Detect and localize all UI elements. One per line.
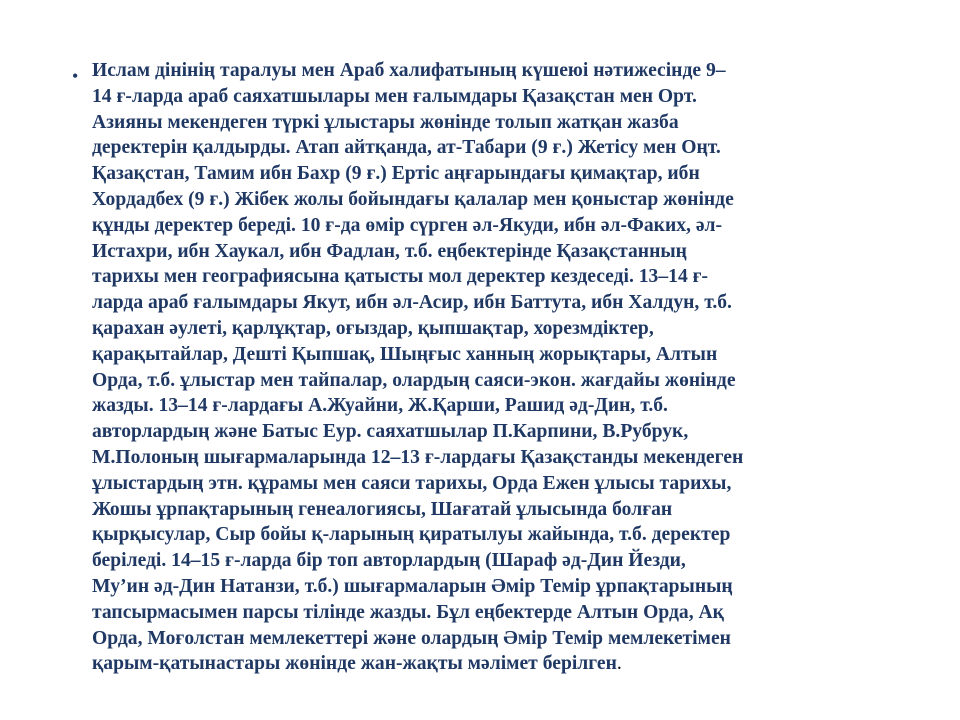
text-line: тапсырмасымен парсы тілінде жазды. Бұл еңбектерде Алтын Орда, Ақ (92, 601, 724, 623)
text-line: ларда араб ғалымдары Якут, ибн әл-Асир, ибн Баттута, ибн Халдун, т.б. (92, 292, 732, 314)
text-line: Му’ин әд-Дин Натанзи, т.б.) шығармаларын Әмір Темір ұрпақтарының (92, 575, 733, 597)
text-line: ұлыстардың этн. құрамы мен саяси тарихы, Орда Ежен ұлысы тарихы, (92, 472, 732, 494)
text-line: Азияны мекендеген түркі ұлыстары жөнінде толып жатқан жазба (92, 111, 679, 133)
text-line: қарахан әулеті, қарлұқтар, оғыздар, қыпшақтар, хорезмдіктер, (92, 317, 654, 339)
text-line: авторлардың және Батыс Еур. саяхатшылар П.Карпини, В.Рубрук, (92, 421, 689, 443)
text-line: құнды деректер береді. 10 ғ-да өмір сүрген әл-Якуди, ибн әл-Факих, әл- (92, 214, 723, 236)
text-line: Орда, Моғолстан мемлекеттері және олардың Әмір Темір мемлекетімен (92, 627, 731, 649)
text-line: деректерін қалдырды. Атап айтқанда, ат-Табари (9 ғ.) Жетісу мен Оңт. (92, 137, 721, 159)
text-line: жазды. 13–14 ғ-лардағы А.Жуайни, Ж.Қарши, Рашид әд-Дин, т.б. (92, 395, 668, 417)
text-line: Ислам дінінің таралуы мен Араб халифатының күшеюі нәтижесінде 9– (92, 60, 726, 81)
text-line-content: қарым-қатынастары жөнінде жан-жақты мәлімет берілген (92, 653, 617, 675)
paragraph-text (92, 58, 902, 677)
text-line: 14 ғ-ларда араб саяхатшылары мен ғалымдары Қазақстан мен Орт. (92, 85, 697, 107)
text-line: қарақытайлар, Дешті Қыпшақ, Шыңғыс ханның жорықтары, Алтын (92, 343, 718, 365)
bullet-icon: • (72, 66, 79, 86)
text-line-last (92, 651, 902, 677)
text-line: Хордадбех (9 ғ.) Жібек жолы бойындағы қалалар мен қоныстар жөнінде (92, 188, 734, 210)
text-line: Орда, т.б. ұлыстар мен тайпалар, олардың саяси-экон. жағдайы жөнінде (92, 369, 736, 391)
text-line: Қазақстан, Тамим ибн Бахр (9 ғ.) Ертіс аңғарындағы қимақтар, ибн (92, 163, 700, 185)
text-line: М.Полоның шығармаларында 12–13 ғ-лардағы Қазақстанды мекендеген (92, 446, 744, 468)
final-period: . (616, 653, 622, 675)
text-line: қырқысулар, Сыр бойы қ-ларының қиратылуы жайында, т.б. деректер (92, 524, 731, 546)
text-line: беріледі. 14–15 ғ-ларда бір топ авторлардың (Шараф әд-Дин Йезди, (92, 550, 686, 572)
bullet-paragraph (72, 58, 902, 677)
text-line: Истахри, ибн Хаукал, ибн Фадлан, т.б. еңбектерінде Қазақстанның (92, 240, 687, 262)
text-line: тарихы мен географиясына қатысты мол деректер кездеседі. 13–14 ғ- (92, 266, 709, 288)
text-line: Жошы ұрпақтарының генеалогиясы, Шағатай ұлысында болған (92, 498, 673, 520)
